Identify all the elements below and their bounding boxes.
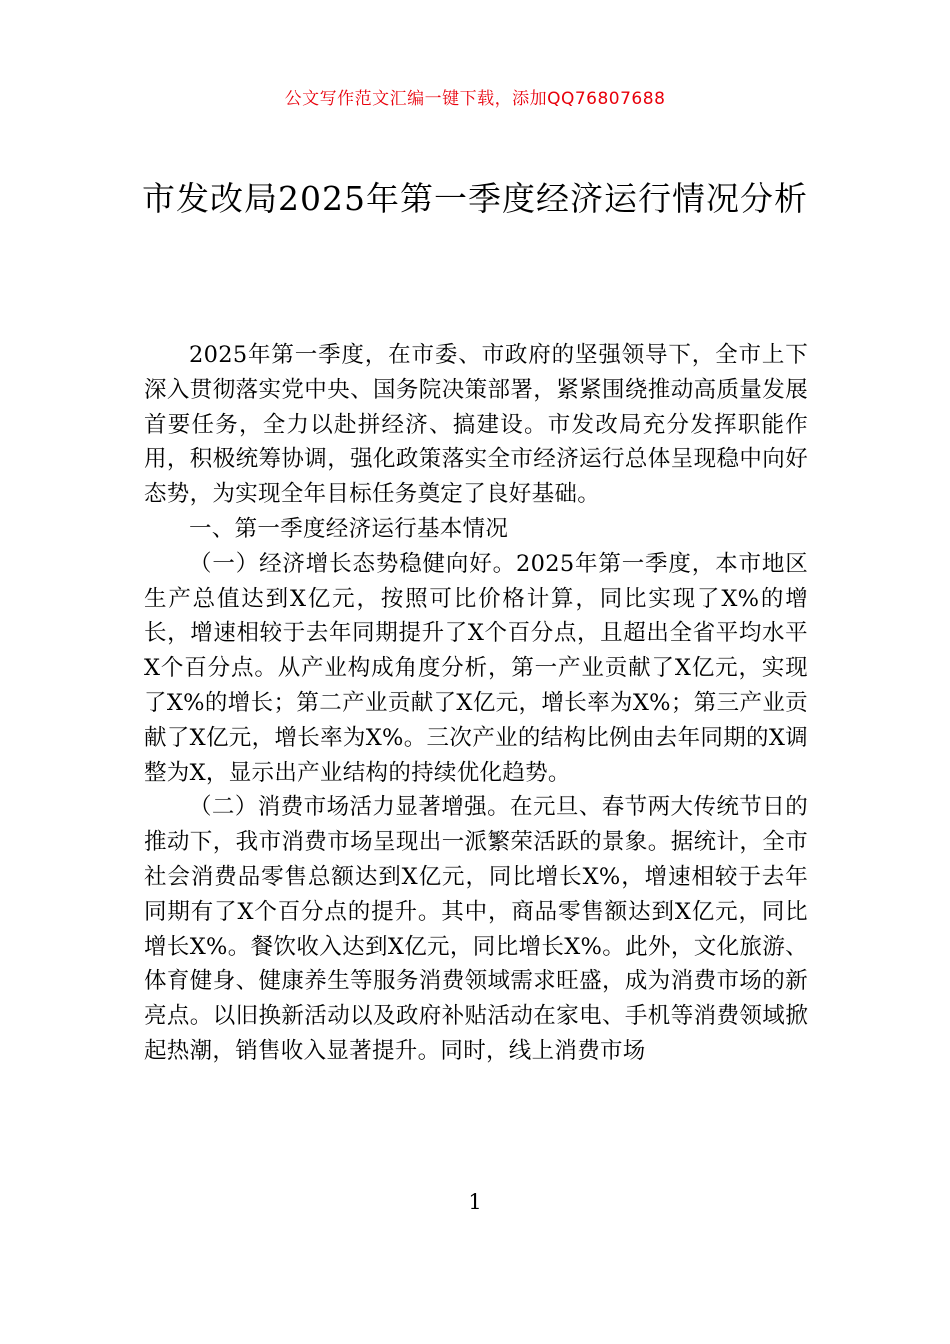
paragraph-economic-growth: （一）经济增长态势稳健向好。2025年第一季度，本市地区生产总值达到X亿元，按照可比价格计算，同比实现了X%的增长，增速相较于去年同期提升了X个百分点，且超出全省平均水平X个百分点。从产业构成角度分析，第一产业贡献了X亿元，实现了X%的增长；第二产业贡献了X亿元，增长率为X%；第三产业贡献了X亿元，增长率为X%。三次产业的结构比例由去年同期的X调整为X，显示出产业结构的持续优化趋势。 — [144, 550, 808, 786]
page-number: 1 — [468, 1190, 482, 1214]
document-title: 市发改局2025年第一季度经济运行情况分析 — [142, 179, 808, 218]
intro-paragraph: 2025年第一季度，在市委、市政府的坚强领导下，全市上下深入贯彻落实党中央、国务院决策部署，紧紧围绕推动高质量发展首要任务，全力以赴拼经济、搞建设。市发改局充分发挥职能作用，积极统筹协调，强化政策落实全市经济运行总体呈现稳中向好态势，为实现全年目标任务奠定了良好基础。 — [144, 342, 808, 508]
header-download-note: 公文写作范文汇编一键下载，添加QQ76807688 — [284, 89, 666, 109]
section-heading-1: 一、第一季度经济运行基本情况 — [189, 515, 509, 542]
paragraph-consumer-market: （二）消费市场活力显著增强。在元旦、春节两大传统节日的推动下，我市消费市场呈现出一派繁荣活跃的景象。据统计，全市社会消费品零售总额达到X亿元，同比增长X%，增速相较于去年同期有了X个百分点的提升。其中，商品零售额达到X亿元，同比增长X%。餐饮收入达到X亿元，同比增长X%。此外，文化旅游、体育健身、健康养生等服务消费领域需求旺盛，成为消费市场的新亮点。以旧换新活动以及政府补贴活动在家电、手机等消费领域掀起热潮，销售收入显著提升。同时，线上消费市场 — [144, 794, 808, 1064]
document-body — [144, 338, 808, 1069]
